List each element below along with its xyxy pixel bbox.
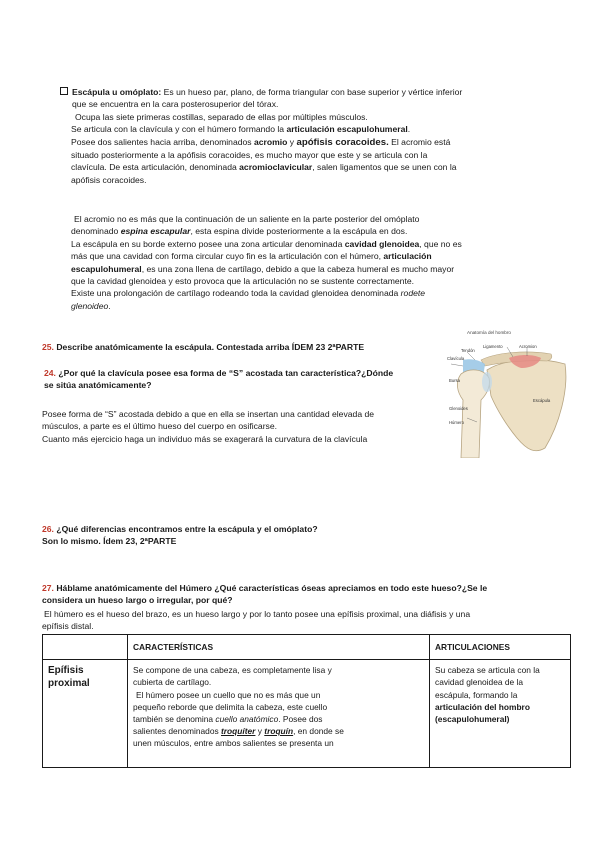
- question-27: [42, 582, 572, 607]
- figure-label: Húmero: [449, 420, 464, 425]
- para-line: escapulohumeral, es una zona llena de cartílago, debido a que la cabeza humeral es mucho mayor: [71, 263, 455, 274]
- question-text: considera un hueso largo o irregular, por qué?: [42, 595, 233, 606]
- question-number: 26.: [42, 524, 54, 534]
- figure-label: Acromion: [519, 344, 537, 349]
- question-text: ¿Qué diferencias encontramos entre la escápula y el omóplato?: [53, 524, 318, 534]
- table-row: [43, 660, 571, 768]
- table-header-cell: ARTICULACIONES: [430, 635, 571, 660]
- cell-line: salientes denominados troquíter y troquín, en donde se: [133, 726, 344, 737]
- scapula-line: clavícula. De esta articulación, denominada acromioclavicular, salen ligamentos que se unen con la: [71, 162, 457, 173]
- scapula-line: Es un hueso par, plano, de forma triangular con base superior y vértice inferior: [161, 87, 463, 97]
- scapula-line: Ocupa las siete primeras costillas, separado de ellas por múltiples músculos.: [75, 111, 368, 122]
- figure-label: Escápula: [533, 398, 551, 403]
- scapula-line: que se encuentra en la cara posterosuperior del tórax.: [72, 99, 279, 110]
- cell-line: pequeño reborde que delimita la cabeza, este cuello: [133, 701, 328, 712]
- question-text: Háblame anatómicamente del Húmero ¿Qué características óseas apreciamos en todo este hueso?¿Se le: [53, 583, 488, 593]
- shoulder-anatomy-figure: [447, 330, 573, 458]
- question-number: 25.: [42, 342, 54, 352]
- acromion-paragraph: [71, 213, 571, 312]
- articulations-cell: [430, 660, 571, 768]
- answer-24: [42, 408, 442, 445]
- question-text: ¿Por qué la clavícula posee esa forma de “S” acostada tan característica?¿Dónde: [55, 368, 394, 378]
- cell-line: El húmero posee un cuello que no es más que un: [136, 689, 321, 700]
- cell-line: Se compone de una cabeza, es completamente lisa y: [133, 665, 332, 676]
- answer-27: [44, 608, 574, 633]
- row-label: proximal: [48, 678, 90, 690]
- para-line: que la cavidad glenoidea y esto provoca que la articulación no se sustente correctamente.: [71, 276, 415, 287]
- table-header-cell: CARACTERÍSTICAS: [128, 635, 430, 660]
- humerus-table: [42, 634, 571, 768]
- scapula-title: Escápula u omóplato:: [72, 87, 162, 97]
- answer-26: Son lo mismo. Ídem 23, 2ªPARTE: [42, 536, 177, 547]
- scapula-section: [60, 86, 560, 186]
- para-line: denominado espina escapular, esta espina divide posteriormente a la escápula en dos.: [71, 226, 408, 237]
- answer-line: músculos, a parte es el último hueso del cuerpo en osificarse.: [42, 421, 278, 432]
- answer-line: epífisis distal.: [42, 621, 94, 632]
- table-header-cell: [43, 635, 128, 660]
- scapula-line: Posee dos salientes hacia arriba, denominados acromio y apófisis coracoides. El acromio está: [71, 136, 451, 148]
- figure-title: Anatomía del hombro: [467, 330, 511, 335]
- question-text: Describe anatómicamente la escápula. Contestada arriba ÍDEM 23 2ªPARTE: [53, 342, 365, 352]
- scapula-line: Se articula con la clavícula y con el húmero formando la articulación escapulohumeral.: [71, 124, 411, 135]
- para-line: Existe una prolongación de cartílago rodeando toda la cavidad glenoidea denominada rodete: [71, 288, 426, 299]
- cell-line: unen músculos, entre ambos salientes se presenta un: [133, 738, 334, 749]
- row-label-cell: [43, 660, 128, 768]
- cell-line: articulación del hombro: [435, 701, 530, 712]
- checkbox-bullet-icon: [60, 87, 68, 95]
- cell-line: también se denomina cuello anatómico. Posee dos: [133, 714, 323, 725]
- para-line: más que una cavidad con forma circular cuyo fin es la articulación con el húmero, articulación: [71, 251, 432, 262]
- table-header-row: [43, 635, 571, 660]
- cell-line: (escapulohumeral): [435, 714, 510, 725]
- para-line: La escápula en su borde externo posee una zona articular denominada cavidad glenoidea, que no es: [71, 238, 462, 249]
- cell-line: Su cabeza se articula con la: [435, 665, 540, 676]
- question-26: [42, 523, 542, 548]
- answer-line: El húmero es el hueso del brazo, es un hueso largo y por lo tanto posee una epífisis proximal, una diáfisis y una: [44, 609, 471, 619]
- cell-line: cavidad glenoidea de la: [435, 677, 524, 688]
- answer-line: Cuanto más ejercicio haga un individuo más se exagerará la curvatura de la clavícula: [42, 433, 368, 444]
- figure-label: Bursa: [449, 378, 460, 383]
- question-25: [42, 341, 442, 353]
- row-label: Epífisis: [48, 665, 84, 677]
- scapula-line: situado posteriormente a la apófisis coracoides, es mucho mayor que este y se articula con la: [71, 150, 428, 161]
- characteristics-cell: [128, 660, 430, 768]
- para-line: glenoideo.: [71, 300, 111, 311]
- figure-label: Glenoides: [449, 406, 468, 411]
- cell-line: escápula, formando la: [435, 689, 518, 700]
- figure-label: Clavícula: [447, 356, 465, 361]
- question-number: 24.: [44, 368, 56, 378]
- question-24: [44, 367, 444, 392]
- question-text: se sitúa anatómicamente?: [44, 380, 152, 391]
- question-number: 27.: [42, 583, 54, 593]
- para-line: El acromio no es más que la continuación de un saliente en la parte posterior del omóplato: [74, 214, 420, 224]
- cell-line: cubierta de cartílago.: [133, 677, 212, 688]
- figure-label: Tendón: [461, 348, 475, 353]
- figure-label: Ligamento: [483, 344, 503, 349]
- answer-line: Posee forma de “S” acostada debido a que en ella se insertan una cantidad elevada de: [42, 409, 375, 419]
- scapula-line: apófisis coracoides.: [71, 174, 147, 185]
